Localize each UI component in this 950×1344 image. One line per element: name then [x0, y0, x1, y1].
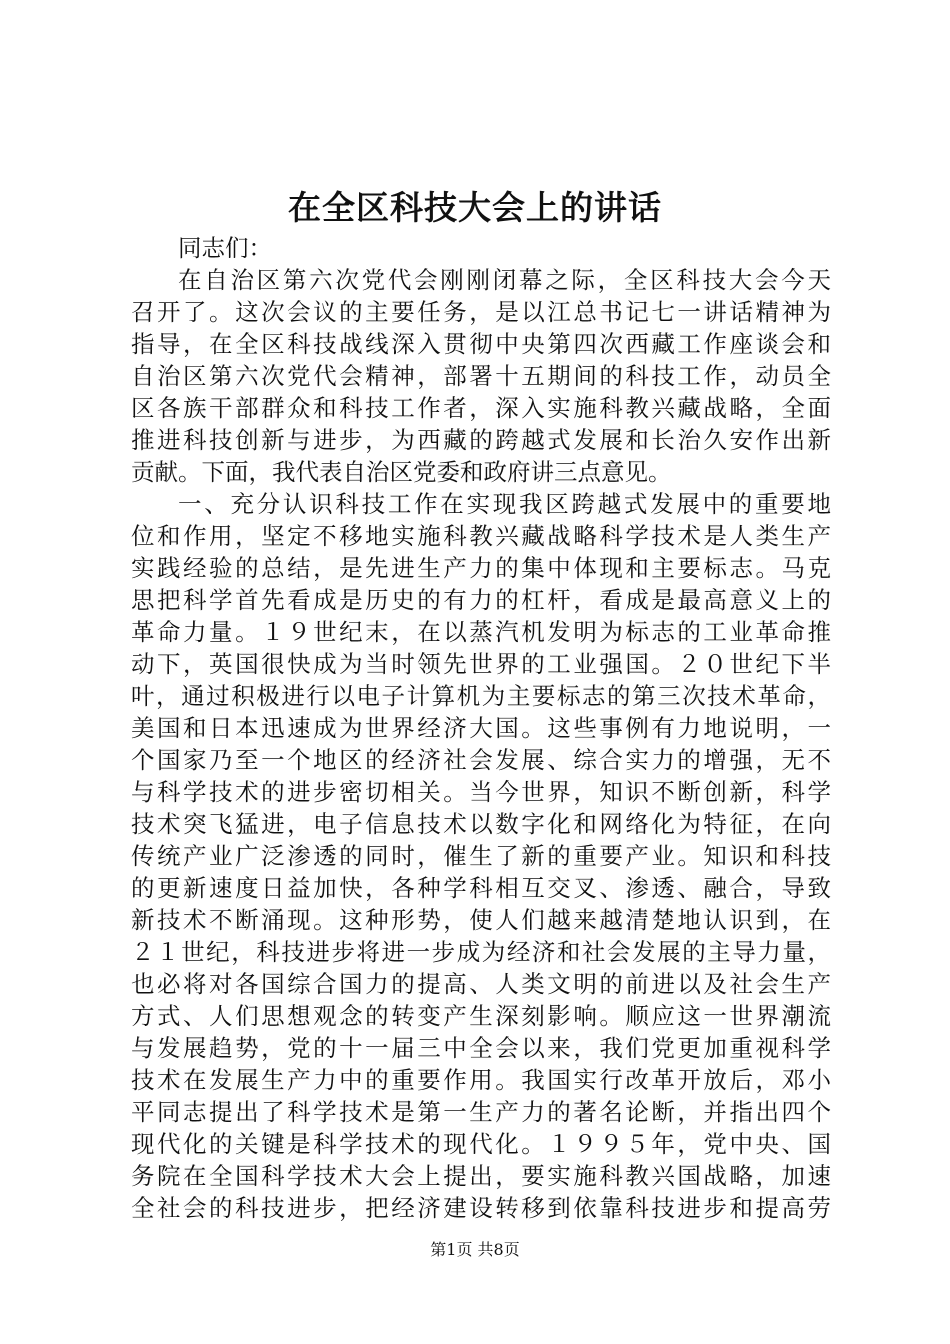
paragraph-2-line-23: 全社会的科技进步，把经济建设转移到依靠科技进步和提高劳 — [131, 1194, 831, 1222]
paragraph-2-line-10: 与科学技术的进步密切相关。当今世界，知识不断创新，科学 — [131, 778, 831, 806]
paragraph-2-line-7: 叶，通过积极进行以电子计算机为主要标志的第三次技术革命， — [131, 682, 831, 710]
salutation-line: 同志们： — [178, 234, 272, 262]
paragraph-2-line-11: 技术突飞猛进，电子信息技术以数字化和网络化为特征，在向 — [131, 810, 831, 838]
paragraph-2-line-21: 现代化的关键是科学技术的现代化。１９９５年，党中央、国 — [131, 1130, 831, 1158]
paragraph-1-line-5: 区各族干部群众和科技工作者，深入实施科教兴藏战略，全面 — [131, 394, 831, 422]
paragraph-2-line-22: 务院在全国科学技术大会上提出，要实施科教兴国战略，加速 — [131, 1162, 831, 1190]
paragraph-2-line-4: 思把科学首先看成是历史的有力的杠杆，看成是最高意义上的 — [131, 586, 831, 614]
paragraph-2-line-1: 一、充分认识科技工作在实现我区跨越式发展中的重要地 — [178, 490, 831, 518]
paragraph-2-line-8: 美国和日本迅速成为世界经济大国。这些事例有力地说明，一 — [131, 714, 831, 742]
paragraph-1-line-1: 在自治区第六次党代会刚刚闭幕之际，全区科技大会今天 — [178, 266, 831, 294]
document-title: 在全区科技大会上的讲话 — [288, 188, 662, 227]
paragraph-2-line-19: 技术在发展生产力中的重要作用。我国实行改革开放后，邓小 — [131, 1066, 831, 1094]
paragraph-2-line-17: 方式、人们思想观念的转变产生深刻影响。顺应这一世界潮流 — [131, 1002, 831, 1030]
paragraph-2-line-14: 新技术不断涌现。这种形势，使人们越来越清楚地认识到，在 — [131, 906, 831, 934]
paragraph-1-line-6: 推进科技创新与进步，为西藏的跨越式发展和长治久安作出新 — [131, 426, 831, 454]
paragraph-2-line-16: 也必将对各国综合国力的提高、人类文明的前进以及社会生产 — [131, 970, 831, 998]
paragraph-2-line-12: 传统产业广泛渗透的同时，催生了新的重要产业。知识和科技 — [131, 842, 831, 870]
paragraph-1-line-7: 贡献。下面，我代表自治区党委和政府讲三点意见。 — [131, 458, 672, 486]
paragraph-2-line-6: 动下，英国很快成为当时领先世界的工业强国。２０世纪下半 — [131, 650, 831, 678]
paragraph-2-line-15: ２１世纪，科技进步将进一步成为经济和社会发展的主导力量， — [131, 938, 831, 966]
paragraph-2-line-9: 个国家乃至一个地区的经济社会发展、综合实力的增强，无不 — [131, 746, 831, 774]
paragraph-2-line-18: 与发展趋势，党的十一届三中全会以来，我们党更加重视科学 — [131, 1034, 831, 1062]
paragraph-2-line-2: 位和作用，坚定不移地实施科教兴藏战略科学技术是人类生产 — [131, 522, 831, 550]
paragraph-2-line-5: 革命力量。１９世纪末，在以蒸汽机发明为标志的工业革命推 — [131, 618, 831, 646]
paragraph-2-line-3: 实践经验的总结，是先进生产力的集中体现和主要标志。马克 — [131, 554, 831, 582]
paragraph-1-line-3: 指导，在全区科技战线深入贯彻中央第四次西藏工作座谈会和 — [131, 330, 831, 358]
paragraph-2-line-13: 的更新速度日益加快，各种学科相互交叉、渗透、融合，导致 — [131, 874, 831, 902]
paragraph-1-line-2: 召开了。这次会议的主要任务，是以江总书记七一讲话精神为 — [131, 298, 831, 326]
paragraph-2-line-20: 平同志提出了科学技术是第一生产力的著名论断，并指出四个 — [131, 1098, 831, 1126]
document-body — [131, 232, 831, 1224]
paragraph-1-line-4: 自治区第六次党代会精神，部署十五期间的科技工作，动员全 — [131, 362, 831, 390]
page-number-footer: 第1页 共8页 — [430, 1240, 520, 1259]
